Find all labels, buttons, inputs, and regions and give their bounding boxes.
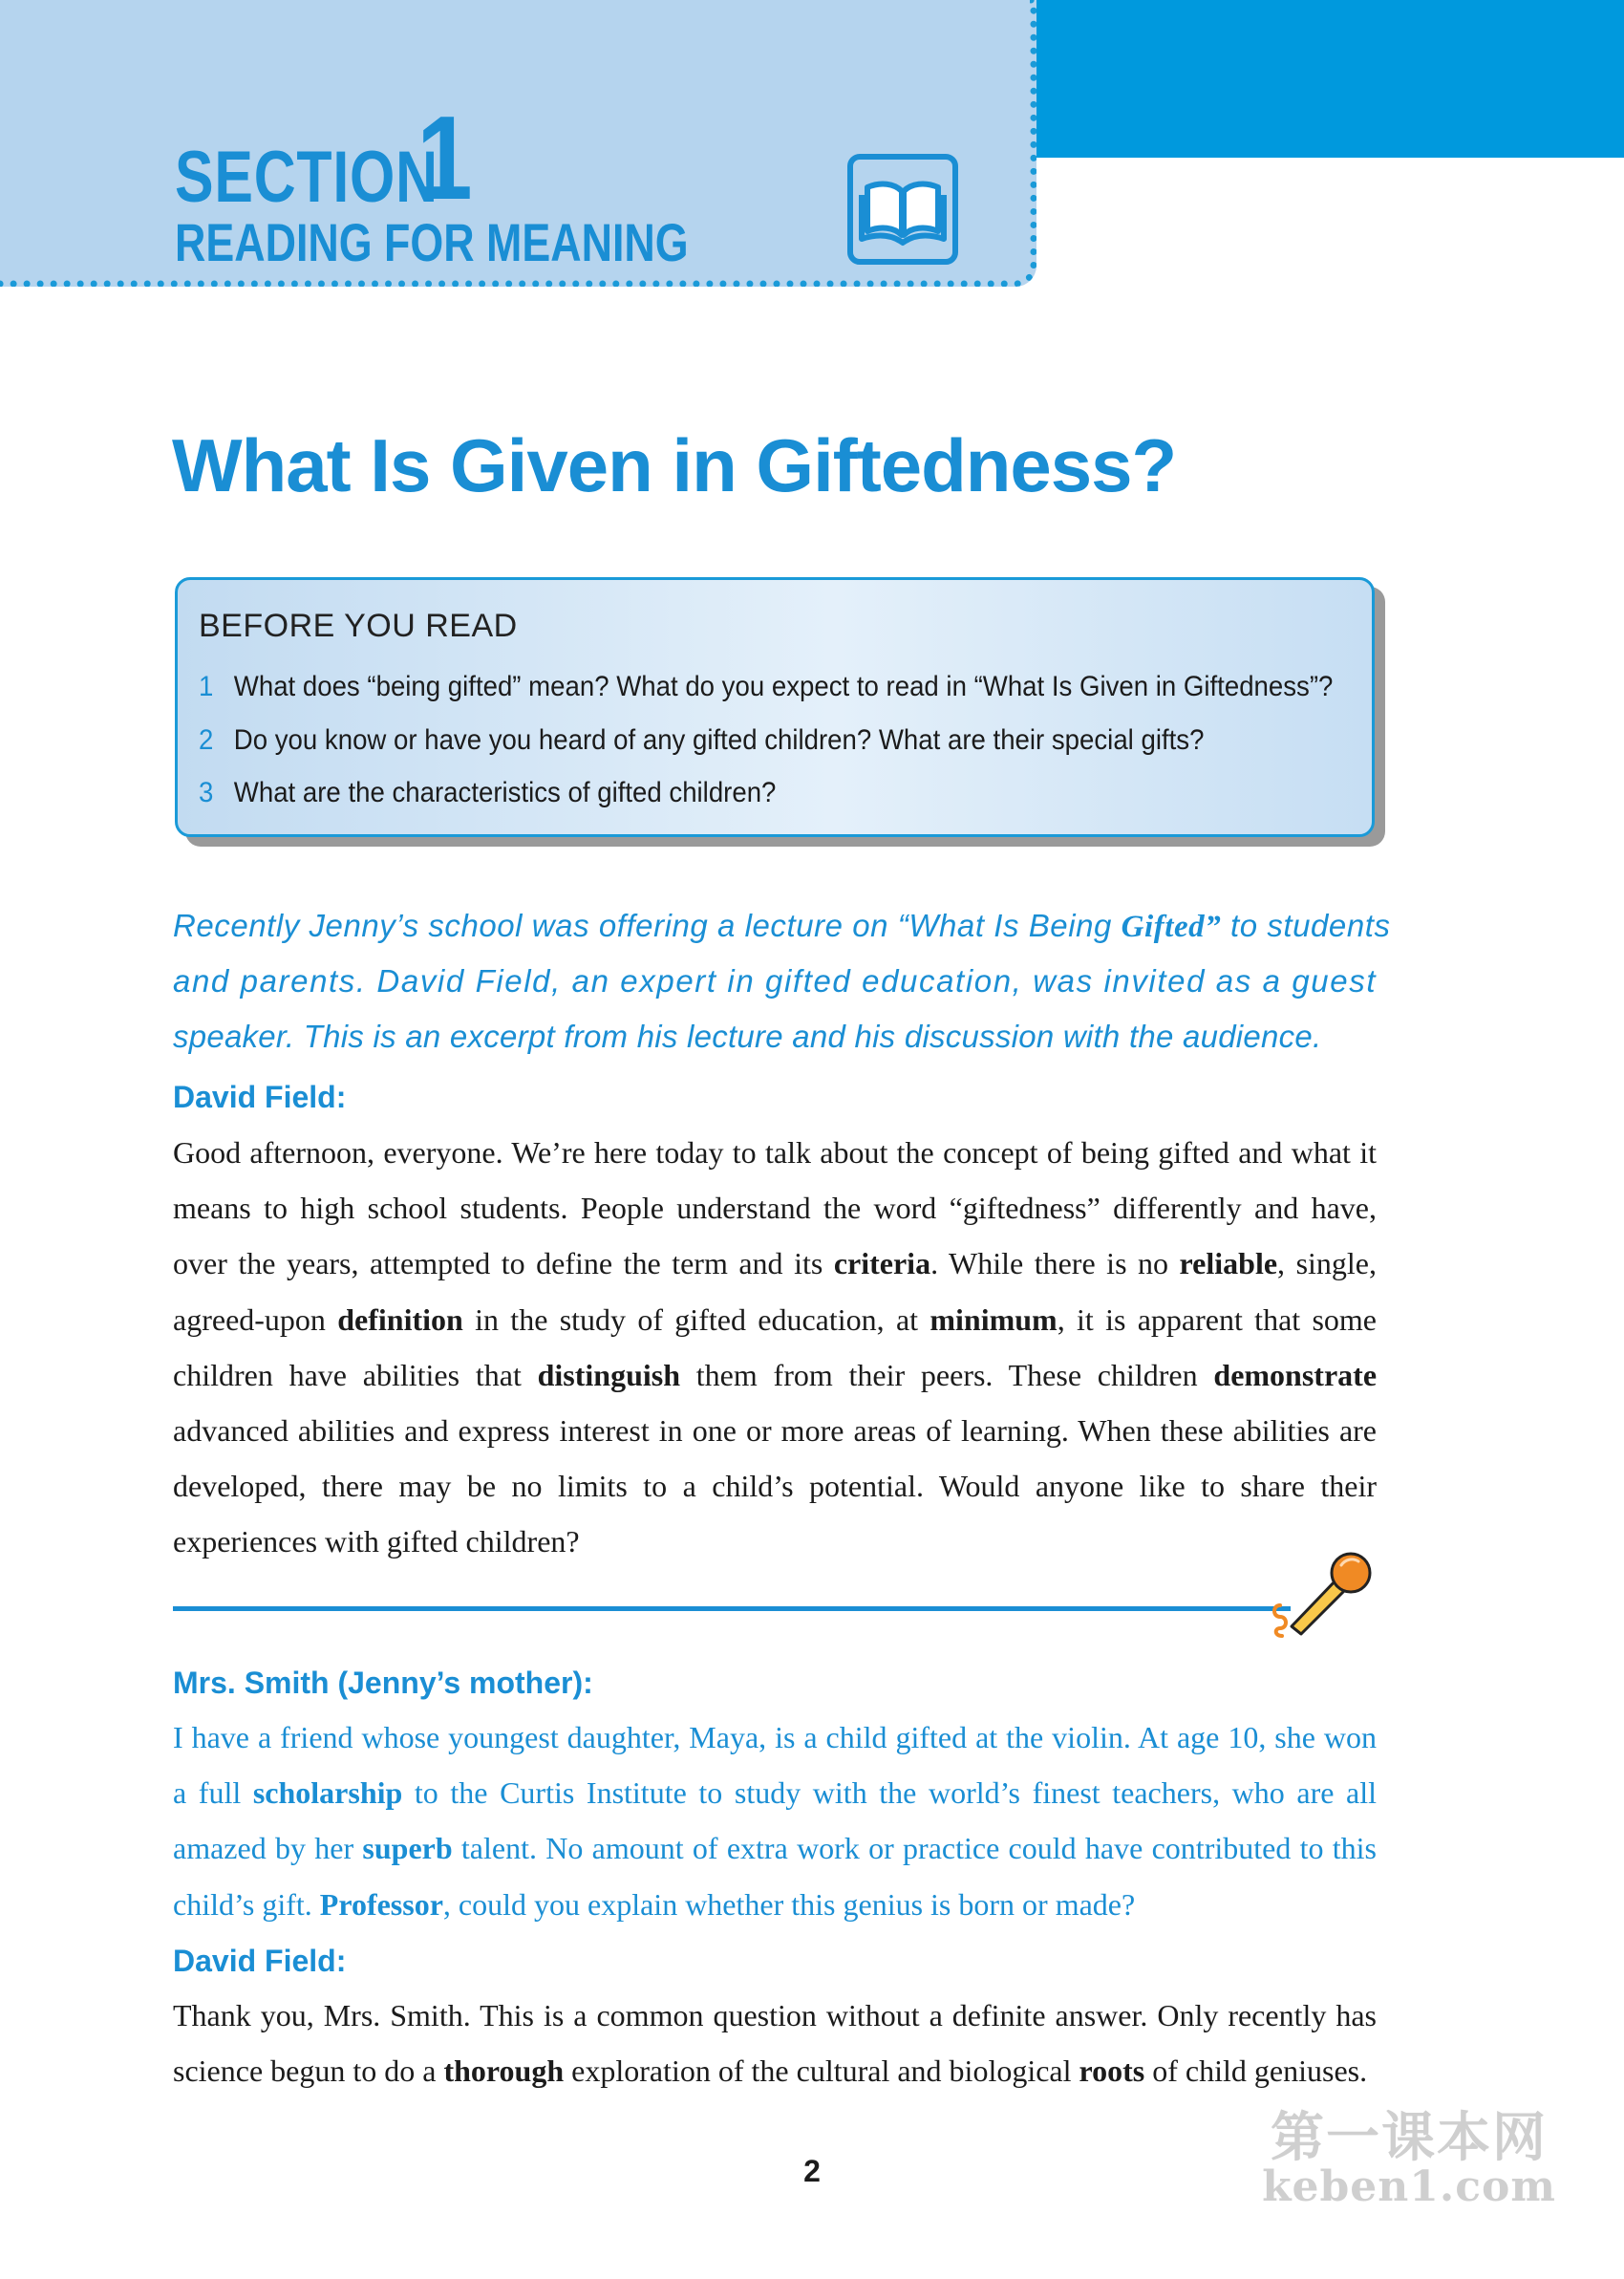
question-item — [199, 724, 1204, 757]
microphone-icon — [1271, 1546, 1376, 1642]
page-title: What Is Given in Giftedness? — [172, 423, 1177, 507]
section-divider — [173, 1606, 1291, 1611]
header-accent-bar — [1036, 0, 1624, 158]
question-number: 2 — [199, 724, 214, 756]
intro-line: speaker. This is an excerpt from his lecture and his discussion with the audience. — [173, 1019, 1322, 1054]
question-text: What does “being gifted” mean? What do you expect to read in “What Is Given in Giftedness”? — [233, 671, 1334, 702]
question-item — [199, 777, 776, 809]
question-text: Do you know or have you heard of any gifted children? What are their special gifts? — [233, 724, 1205, 756]
intro-emphasis: Gifted” — [1121, 910, 1222, 944]
speaker-name: Mrs. Smith (Jenny’s mother): — [173, 1666, 593, 1700]
watermark-chinese: 第一课本网 — [1271, 2106, 1548, 2169]
watermark — [1242, 2106, 1576, 2211]
question-number: 1 — [199, 671, 214, 702]
watermark-url: keben1.com — [1262, 2161, 1556, 2211]
section-title: READING FOR MEANING — [175, 212, 689, 272]
speech-paragraph: Good afternoon, everyone. We’re here today to talk about the concept of being gifted and what it means to high school students. People understand the word “giftedness” differently and have, over the years, attempted to define the term and its criteria. While there is no reliable, single, agreed-upon definition in the study of gifted education, at minimum, it is apparent that some children have abilities that distinguish them from their peers. These children demonstrate advanced abilities and express interest in one or more areas of learning. When these abilities are developed, there may be no limits to a child’s potential. Would anyone like to share their experiences with gifted children? — [173, 1135, 1378, 1559]
question-number: 3 — [199, 777, 214, 808]
book-icon — [846, 153, 959, 266]
question-text: What are the characteristics of gifted children? — [233, 777, 777, 808]
speaker-name: David Field: — [173, 1944, 347, 1978]
speaker-name: David Field: — [173, 1080, 347, 1114]
section-label: SECTION — [175, 137, 438, 218]
speech-paragraph: Thank you, Mrs. Smith. This is a common question without a definite answer. Only recently has science begun to do a thorough exploration of the cultural and biological roots of child geniuses. — [173, 1998, 1377, 2089]
intro-line — [173, 908, 1391, 945]
intro-text: Recently Jenny’s school was offering a lecture on “What Is Being — [173, 908, 1122, 943]
page-number: 2 — [803, 2154, 821, 2188]
intro-text: to students — [1221, 908, 1391, 943]
section-number: 1 — [417, 93, 473, 225]
speech-paragraph: I have a friend whose youngest daughter, Maya, is a child gifted at the violin. At age 10, she won a full scholarship to the Curtis Institute to study with the world’s finest teachers, who are all amazed by her superb talent. No amount of extra work or practice could have contributed to this child’s gift. Professor, could you explain whether this genius is born or made? — [173, 1720, 1378, 1922]
question-item — [199, 671, 1333, 703]
before-you-read-heading: BEFORE YOU READ — [199, 608, 518, 644]
intro-line: and parents. David Field, an expert in gifted education, was invited as a guest — [173, 963, 1378, 999]
